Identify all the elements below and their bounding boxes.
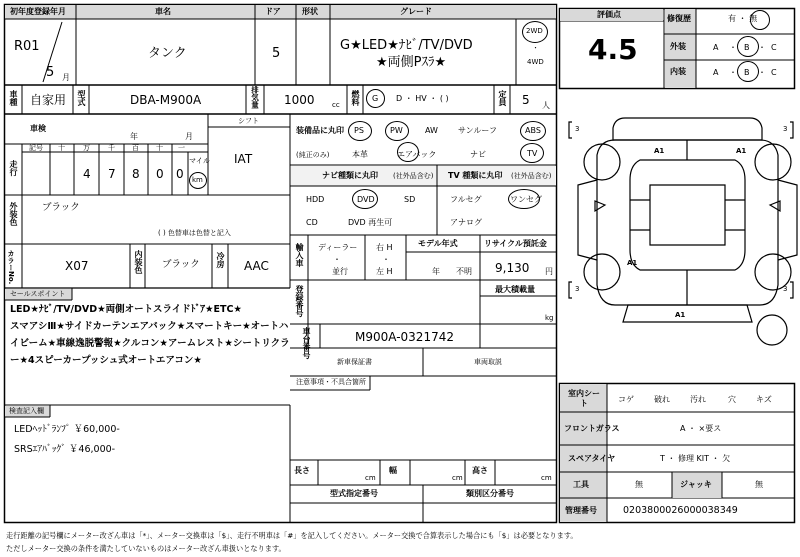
exterior-color-value: ブラック [42,202,80,213]
type-designation-label: 型式指定番号 [330,489,378,498]
exterior-b-circle [737,36,759,57]
notes-label: 注意事項・不具合箇所 [296,378,366,386]
first-reg-value: R01 [14,39,40,54]
digit-header-1: 十 [58,144,65,152]
import-left-h: 左 H [376,267,393,276]
tv-analog: アナログ [450,218,482,227]
ac-label: 冷房 [216,252,225,268]
mileage-digit-6: 0 [176,167,184,181]
nav-hdd: HDD [306,195,325,204]
exterior-c: C [771,43,777,52]
nav-dvd-play: DVD 再生可 [348,218,393,227]
exterior-b: B [744,43,750,52]
max-load-label: 最大積載量 [495,285,535,294]
footer-note-1: 走行距離の記号欄にメーター改ざん車は「*」、メーター交換車は「$」、走行不明車は「#」を記入してください。メーター交換で合算表示した場合にも「$」は必要となります。 [6,531,578,540]
inspection-month-unit: 月 [185,132,193,141]
equip-aw: AW [425,126,438,135]
equip-pw: PW [390,126,403,135]
bracket-num-1: 3 [575,125,580,133]
chassis-value: M900A-0321742 [355,330,454,344]
door-count: 5 [272,46,281,61]
interior-b: B [744,68,750,77]
seat-item-scratch: キズ [756,395,772,404]
cc-unit: cc [332,101,340,109]
windshield-value: A ・ ×要ス [680,424,722,433]
fuel-g: G [372,94,379,103]
vehicle-manual: 車両取説 [474,358,502,366]
repair-options: 有 ・ 無 [728,14,758,23]
score-value: 4.5 [588,33,638,66]
repair-none-circle [750,10,770,30]
first-reg-month-unit: 月 [62,73,70,82]
usage-label: 車種 [9,90,18,106]
recycle-yen: 円 [545,267,553,276]
seat-item-hole: 穴 [728,395,736,404]
equip-nav: ナビ [470,150,486,159]
equip-leather: 本革 [352,150,368,159]
color-code-value: X07 [65,259,89,273]
digit-header-4: 百 [132,144,139,152]
height-cm: cm [541,474,552,482]
drive-4wd: 4WD [527,58,544,66]
bracket-num-2: 3 [783,125,788,133]
tv-oneseg: ワンセグ [510,195,542,204]
fuel-label: 燃料 [351,90,360,106]
shape-label: 形状 [302,7,318,16]
length-label: 長さ [294,466,310,475]
model-label: 型式 [77,90,86,106]
nav-sd: SD [404,195,416,204]
damage-mark-3: A1 [627,259,638,267]
equipment-label: 装備品に丸印 [296,126,344,135]
model-year-label: モデル年式 [418,239,458,248]
grade-line1: G★LED★ﾅﾋﾞ/TV/DVD [340,38,473,53]
nav-type-sub: (社外品含む) [393,172,434,180]
class-number-label: 類別区分番号 [466,489,514,498]
tv-type-label: TV 種類に丸印 [448,171,503,180]
jack-value: 無 [755,480,763,489]
exterior-color-note: ( ) 色替車は色替と記入 [158,229,231,237]
width-label: 幅 [389,466,397,475]
displacement-label: 排気量 [250,86,260,109]
interior-color-value: ブラック [162,259,200,270]
mileage-digit-4: 8 [132,167,140,181]
recycle-value: 9,130 [495,261,530,275]
tools-value: 無 [635,480,643,489]
exterior-a: A [713,43,719,52]
seat-item-burn: コゲ [618,395,634,404]
sales-points-label: セールスポイント [10,290,66,298]
capacity-label: 定員 [498,90,507,106]
first-reg-month: 5 [46,65,55,80]
interior-label: 内装 [670,67,686,76]
repair-label: 修復歴 [667,14,691,23]
tv-fullseg: フルセグ [450,195,482,204]
mile-label: マイル [189,157,210,165]
score-label: 評価点 [597,10,621,19]
digit-header-2: 万 [83,144,90,152]
spare-tire-label: スペアタイヤ [568,454,616,463]
shift-value: IAT [234,152,253,166]
inspection-entry-2: SRSｴｱﾊﾞｯｸﾞ ￥46,000- [14,444,116,455]
footer-note-2: ただしメーター交換の条件を満たしていないものはメーター改ざん車扱いとなります。 [6,544,286,553]
exterior-label: 外装 [670,42,686,51]
sales-point-line-2: スマアシⅢ★サイドカーテンエアバック★スマートキー★オートハ [10,321,289,332]
jack-label: ジャッキ [680,480,712,489]
car-name-value: タンク [148,46,187,61]
door-label: ドア [265,7,281,16]
equip-airbag: エアバック [397,150,437,159]
damage-mark-4: A1 [675,311,686,319]
mgmt-label: 管理番号 [565,506,597,515]
inspection-label: 車検 [30,124,46,133]
capacity-value: 5 [522,93,530,107]
person-unit: 人 [542,101,550,110]
color-code-label: カラーNo. [7,250,15,285]
seat-label: 室内シート [568,389,600,408]
mileage-label: 走行 [9,160,18,176]
inspection-year-unit: 年 [130,132,138,141]
recycle-label: リサイクル預託金 [484,239,547,248]
seat-item-tear: 破れ [654,395,670,404]
fuel-rest: D ・ HV ・ ( ) [396,94,449,103]
nav-type-label: ナビ種類に丸印 [322,171,378,180]
digit-header-3: 千 [108,144,115,152]
tv-type-sub: (社外品含む) [511,172,552,180]
chassis-label: 車台番号 [302,327,311,359]
model-year-unit: 年 [432,267,440,276]
mileage-code-label: 記号 [29,144,43,152]
interior-dot-2: ・ [758,68,766,77]
damage-mark-2: A1 [736,147,747,155]
km-label: km [192,176,203,184]
length-cm: cm [365,474,376,482]
interior-c: C [771,68,777,77]
interior-a: A [713,68,719,77]
model-year-unknown: 不明 [456,267,472,276]
import-dot-1: ・ [333,255,341,264]
registration-label: 登録番号 [295,285,304,317]
interior-color-label: 内装色 [134,250,143,274]
equip-ps: PS [354,126,364,135]
equip-sunroof: サンルーフ [458,126,497,135]
exterior-dot-2: ・ [758,43,766,52]
import-label: 輸入車 [295,243,304,267]
import-parallel: 並行 [332,267,348,276]
mgmt-value: 0203800026000038349 [623,505,738,516]
sales-point-line-3: イビーム★車線逸脱警報★クルコン★アームレスト★シートリクラ [10,338,290,349]
interior-b-circle [737,61,759,82]
bracket-num-3: 3 [575,285,580,293]
damage-mark-1: A1 [654,147,665,155]
drive-2wd: 2WD [526,27,543,35]
car-name-label: 車名 [155,7,171,16]
import-right-h: 右 H [376,243,393,252]
spare-tire-value: T ・ 修理 KIT ・ 欠 [660,454,731,463]
model-value: DBA-M900A [130,93,202,107]
mileage-digit-5: 0 [156,167,164,181]
digit-header-6: 一 [178,144,185,152]
inspection-entry-1: LEDﾍｯﾄﾞﾗﾝﾌﾟ ￥60,000- [14,424,120,435]
bracket-num-4: 3 [783,285,788,293]
inspection-entries-label: 検査記入欄 [9,407,44,415]
max-load-kg: kg [545,314,554,322]
usage-value: 自家用 [30,93,67,107]
drive-dot: ・ [532,44,539,52]
exterior-color-label: 外装色 [9,202,18,226]
ac-value: AAC [244,259,269,273]
nav-cd: CD [306,218,318,227]
windshield-label: フロントガラス [564,424,620,433]
new-car-warranty: 新車保証書 [337,358,372,366]
import-dealer: ディーラー [318,243,358,252]
height-label: 高さ [472,466,488,475]
width-cm: cm [452,474,463,482]
exterior-dot-1: ・ [729,43,737,52]
shift-label: シフト [238,117,259,125]
tools-label: 工具 [573,480,589,489]
sales-point-line-1: LED★ﾅﾋﾞ/TV/DVD★両側オートスライドﾄﾞｱ★ETC★ [10,304,242,315]
first-reg-label: 初年度登録年月 [10,7,66,16]
equip-tv: TV [527,149,538,158]
nav-dvd: DVD [357,195,375,204]
equipment-sub: (純正のみ) [296,151,330,159]
digit-header-5: 十 [156,144,163,152]
mileage-digit-3: 7 [108,167,116,181]
import-dot-2: ・ [382,255,390,264]
seat-item-dirt: 汚れ [690,395,706,404]
displacement-value: 1000 [284,93,315,107]
mileage-digit-2: 4 [83,167,91,181]
interior-dot-1: ・ [729,68,737,77]
equip-abs: ABS [525,126,541,135]
grade-label: グレード [400,7,432,16]
sales-point-line-4: ー★4スピーカープッシュ式オートエアコン★ [10,355,202,366]
grade-line2: ★両側Pｽﾗ★ [376,55,447,70]
